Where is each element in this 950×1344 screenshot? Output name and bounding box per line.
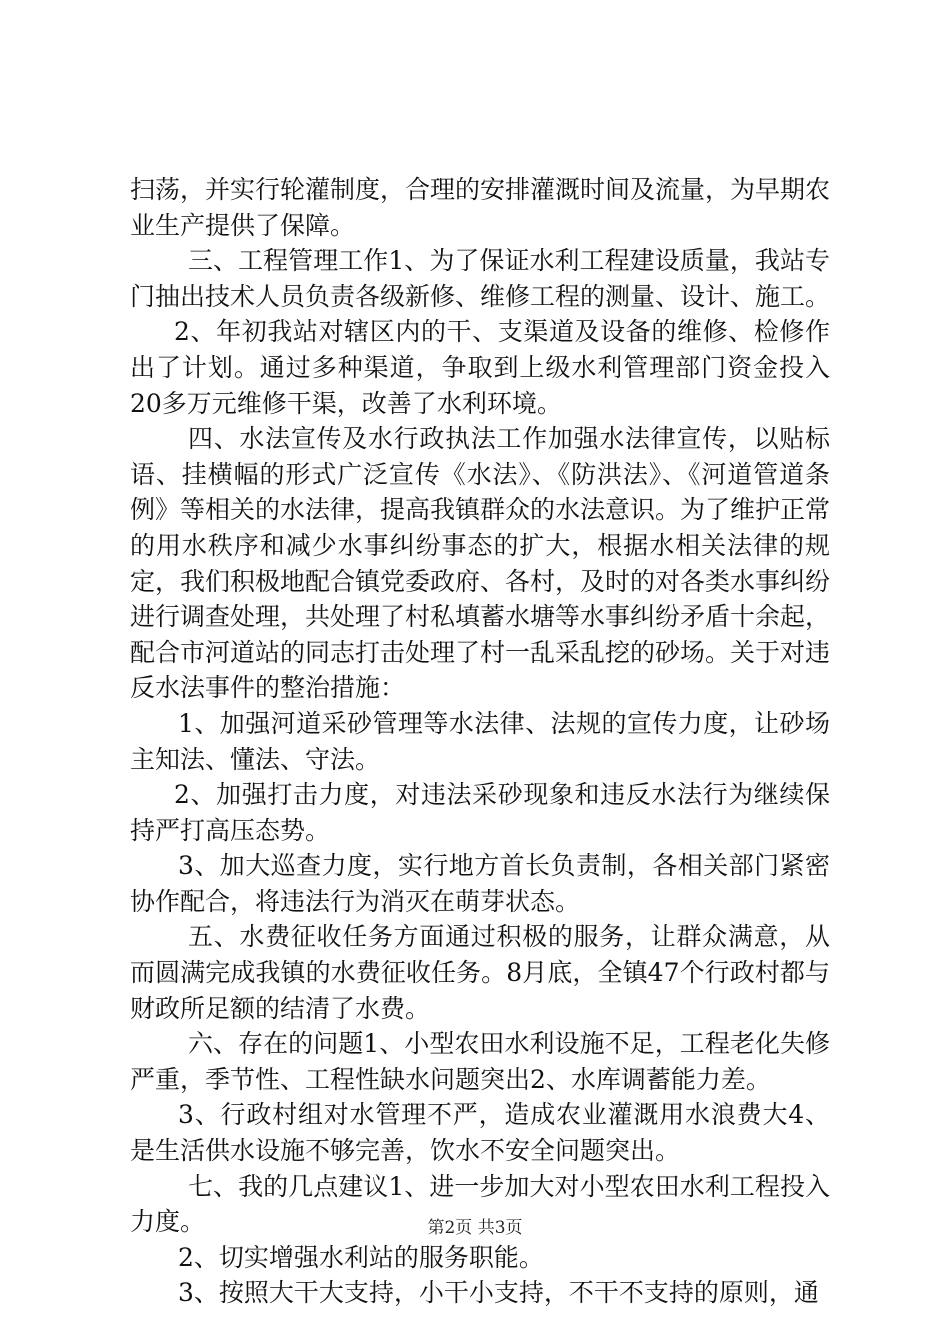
paragraph-13: 3、按照大干大支持，小干小支持，不干不支持的原则，通 (178, 1278, 819, 1308)
paragraph-9: 六、存在的问题1、小型农田水利设施不足，工程老化失修严重，季节性、工程性缺水问题突出2、水库调蓄能力差。 (130, 1029, 830, 1094)
paragraph-12: 2、切实增强水利站的服务职能。 (178, 1242, 544, 1272)
paragraph-1: 扫荡，并实行轮灌制度，合理的安排灌溉时间及流量，为早期农业生产提供了保障。 (130, 175, 831, 240)
paragraph-7: 3、加大巡查力度，实行地方首长负责制，各相关部门紧密协作配合，将违法行为消灭在萌芽状态。 (130, 851, 830, 916)
paragraph-10: 3、行政村组对水管理不严，造成农业灌溉用水浪费大4、是生活供水设施不够完善，饮水不安全问题突出。 (130, 1100, 830, 1166)
paragraph-2: 三、工程管理工作1、为了保证水利工程建设质量，我站专门抽出技术人员负责各级新修、维修工程的测量、设计、施工。 (130, 246, 831, 311)
paragraph-8: 五、水费征收任务方面通过积极的服务，让群众满意，从而圆满完成我镇的水费征收任务。8月底，全镇47个行政村都与财政所足额的结清了水费。 (130, 922, 830, 1023)
paragraph-3: 2、年初我站对辖区内的干、支渠道及设备的维修、检修作出了计划。通过多种渠道，争取到上级水利管理部门资金投入20多万元维修干渠，改善了水利环境。 (130, 317, 830, 418)
paragraph-11: 七、我的几点建议1、进一步加大对小型农田水利工程投入力度。 (130, 1171, 830, 1237)
document-body (130, 172, 830, 1311)
page-footer: 第2页 共3页 (427, 1218, 523, 1238)
paragraph-6: 2、加强打击力度，对违法采砂现象和违反水法行为继续保持严打高压态势。 (130, 780, 830, 845)
paragraph-5: 1、加强河道采砂管理等水法律、法规的宣传力度，让砂场主知法、懂法、守法。 (130, 708, 830, 774)
paragraph-4: 四、水法宣传及水行政执法工作加强水法律宣传，以贴标语、挂横幅的形式广泛宣传《水法》、《防洪法》、《河道管道条例》等相关的水法律，提高我镇群众的水法意识。为了维护正常的用水秩序和减少水事纠纷事态的扩大，根据水相关法律的规定，我们积极地配合镇党委政府、各村，及时的对各类水事纠纷进行调查处理，共处理了村私填蓄水塘等水事纠纷矛盾十余起，配合市河道站的同志打击处理了村一乱采乱挖的砂场。关于对违反水法事件的整治措施： (130, 424, 831, 703)
